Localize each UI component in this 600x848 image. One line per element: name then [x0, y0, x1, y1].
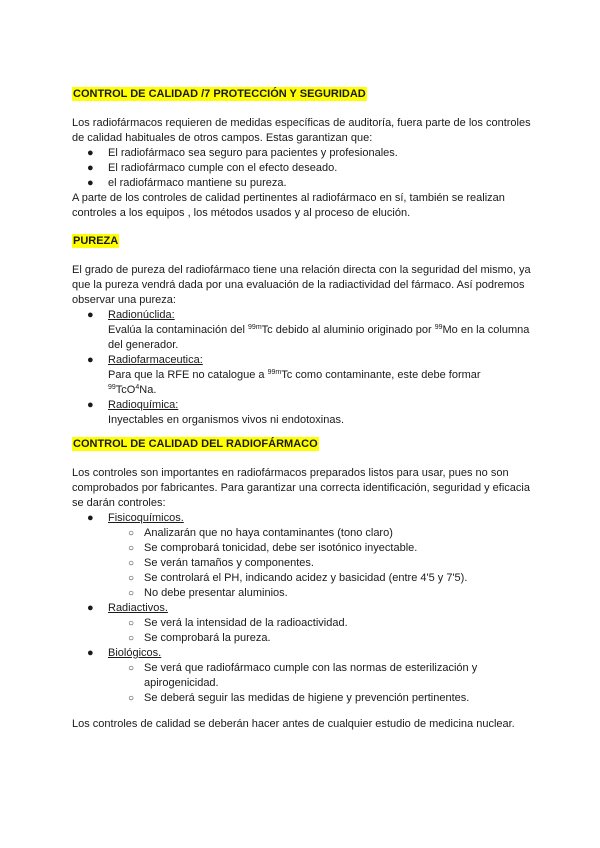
- list-item: ● Radionúclida: Evalúa la contaminación del $^{99m}$Tc debido al aluminio originado por $^{99}$Mo en la columna del generador.: [87, 309, 530, 351]
- sub-list-item: ○ Se controlará el PH, indicando acidez y basicidad (entre 4'5 y 7'5).: [128, 572, 468, 584]
- circle-bullet-icon: ○: [128, 588, 135, 599]
- bullet-icon: ●: [87, 354, 94, 366]
- list-item: [72, 601, 542, 616]
- section-pureza-body: [72, 263, 542, 428]
- list-item: [72, 646, 542, 661]
- item-title: Radionúclida:: [108, 309, 175, 321]
- group-title: Fisicoquímicos.: [108, 512, 184, 524]
- circle-bullet-icon: ○: [128, 633, 135, 644]
- list-item: ● Radiofarmaceutica: Para que la RFE no catalogue a $^{99m}$Tc como contaminante, este debe formar $^{99}$TcO$^4$Na.: [87, 354, 481, 396]
- bullet-list: [72, 308, 542, 428]
- paragraph: Los controles de calidad se deberán hacer antes de cualquier estudio de medicina nuclear.: [72, 718, 515, 730]
- bullet-icon: ●: [87, 162, 94, 174]
- sub-list-item: ○ Se verá la intensidad de la radioactividad.: [128, 617, 348, 629]
- item-title: Radiofarmaceutica:: [108, 354, 203, 366]
- section-heading: CONTROL DE CALIDAD /7 PROTECCIÓN Y SEGURIDAD: [73, 88, 366, 100]
- bullet-icon: ●: [87, 147, 94, 159]
- paragraph: Los controles son importantes en radiofármacos preparados listos para usar, pues no son comprobados por fabricantes. Para garantizar una correcta identificación, seguridad y eficacia se darán controles:: [72, 467, 530, 509]
- circle-bullet-icon: ○: [128, 528, 135, 539]
- section-control-radiofarmaco: [72, 437, 542, 451]
- item-title: Radioquímica:: [108, 399, 179, 411]
- section-control-proteccion: [72, 87, 542, 101]
- list-item: ● El radiofármaco cumple con el efecto deseado.: [87, 162, 338, 174]
- list-item: ● el radiofármaco mantiene su pureza.: [87, 177, 287, 189]
- circle-bullet-icon: ○: [128, 558, 135, 569]
- group-title: Radiactivos.: [108, 602, 168, 614]
- circle-bullet-icon: ○: [128, 693, 135, 704]
- list-item: [72, 511, 542, 526]
- sub-list-item: ○ Se deberá seguir las medidas de higiene y prevención pertinentes.: [128, 692, 470, 704]
- bullet-icon: ●: [87, 602, 94, 614]
- section-pureza: [72, 234, 542, 248]
- sub-list-item: ○ Se comprobará la pureza.: [128, 632, 271, 644]
- section-heading: PUREZA: [73, 235, 119, 247]
- list-item: ● El radiofármaco sea seguro para pacientes y profesionales.: [87, 147, 398, 159]
- section-control-radiofarmaco-body: [72, 466, 542, 706]
- section-heading: CONTROL DE CALIDAD DEL RADIOFÁRMACO: [73, 438, 318, 450]
- bullet-icon: ●: [87, 647, 94, 659]
- section-control-proteccion-body: [72, 116, 542, 221]
- bullet-icon: ●: [87, 177, 94, 189]
- paragraph: El grado de pureza del radiofármaco tiene una relación directa con la seguridad del mismo, ya que la pureza vendrá dada por una evaluación de la radiactividad del fármaco. Así podremos observar una pureza:: [72, 264, 531, 306]
- bullet-list: [72, 146, 542, 191]
- circle-bullet-icon: ○: [128, 543, 135, 554]
- paragraph: Los radiofármacos requieren de medidas específicas de auditoría, fuera parte de los controles de calidad habituales de otros campos. Estas garantizan que:: [72, 117, 531, 144]
- bullet-icon: ●: [87, 309, 94, 321]
- circle-bullet-icon: ○: [128, 573, 135, 584]
- circle-bullet-icon: ○: [128, 663, 135, 674]
- closing-paragraph-block: [72, 717, 542, 732]
- sub-list-item: ○ Se verán tamaños y componentes.: [128, 557, 314, 569]
- bullet-list: [72, 511, 542, 706]
- sub-list-item: ○ No debe presentar aluminios.: [128, 587, 288, 599]
- bullet-icon: ●: [87, 512, 94, 524]
- paragraph: A parte de los controles de calidad pertinentes al radiofármaco en sí, también se realizan controles a los equipos , los métodos usados y al proceso de elución.: [72, 192, 505, 219]
- sub-list-item: ○ Analizarán que no haya contaminantes (tono claro): [128, 527, 393, 539]
- sub-list-item: ○ Se verá que radiofármaco cumple con las normas de esterilización y apirogenicidad.: [128, 662, 478, 689]
- sub-list-item: ○ Se comprobará tonicidad, debe ser isotónico inyectable.: [128, 542, 418, 554]
- bullet-icon: ●: [87, 399, 94, 411]
- list-item: ● Radioquímica: Inyectables en organismos vivos ni endotoxinas.: [87, 399, 345, 426]
- group-title: Biológicos.: [108, 647, 162, 659]
- circle-bullet-icon: ○: [128, 618, 135, 629]
